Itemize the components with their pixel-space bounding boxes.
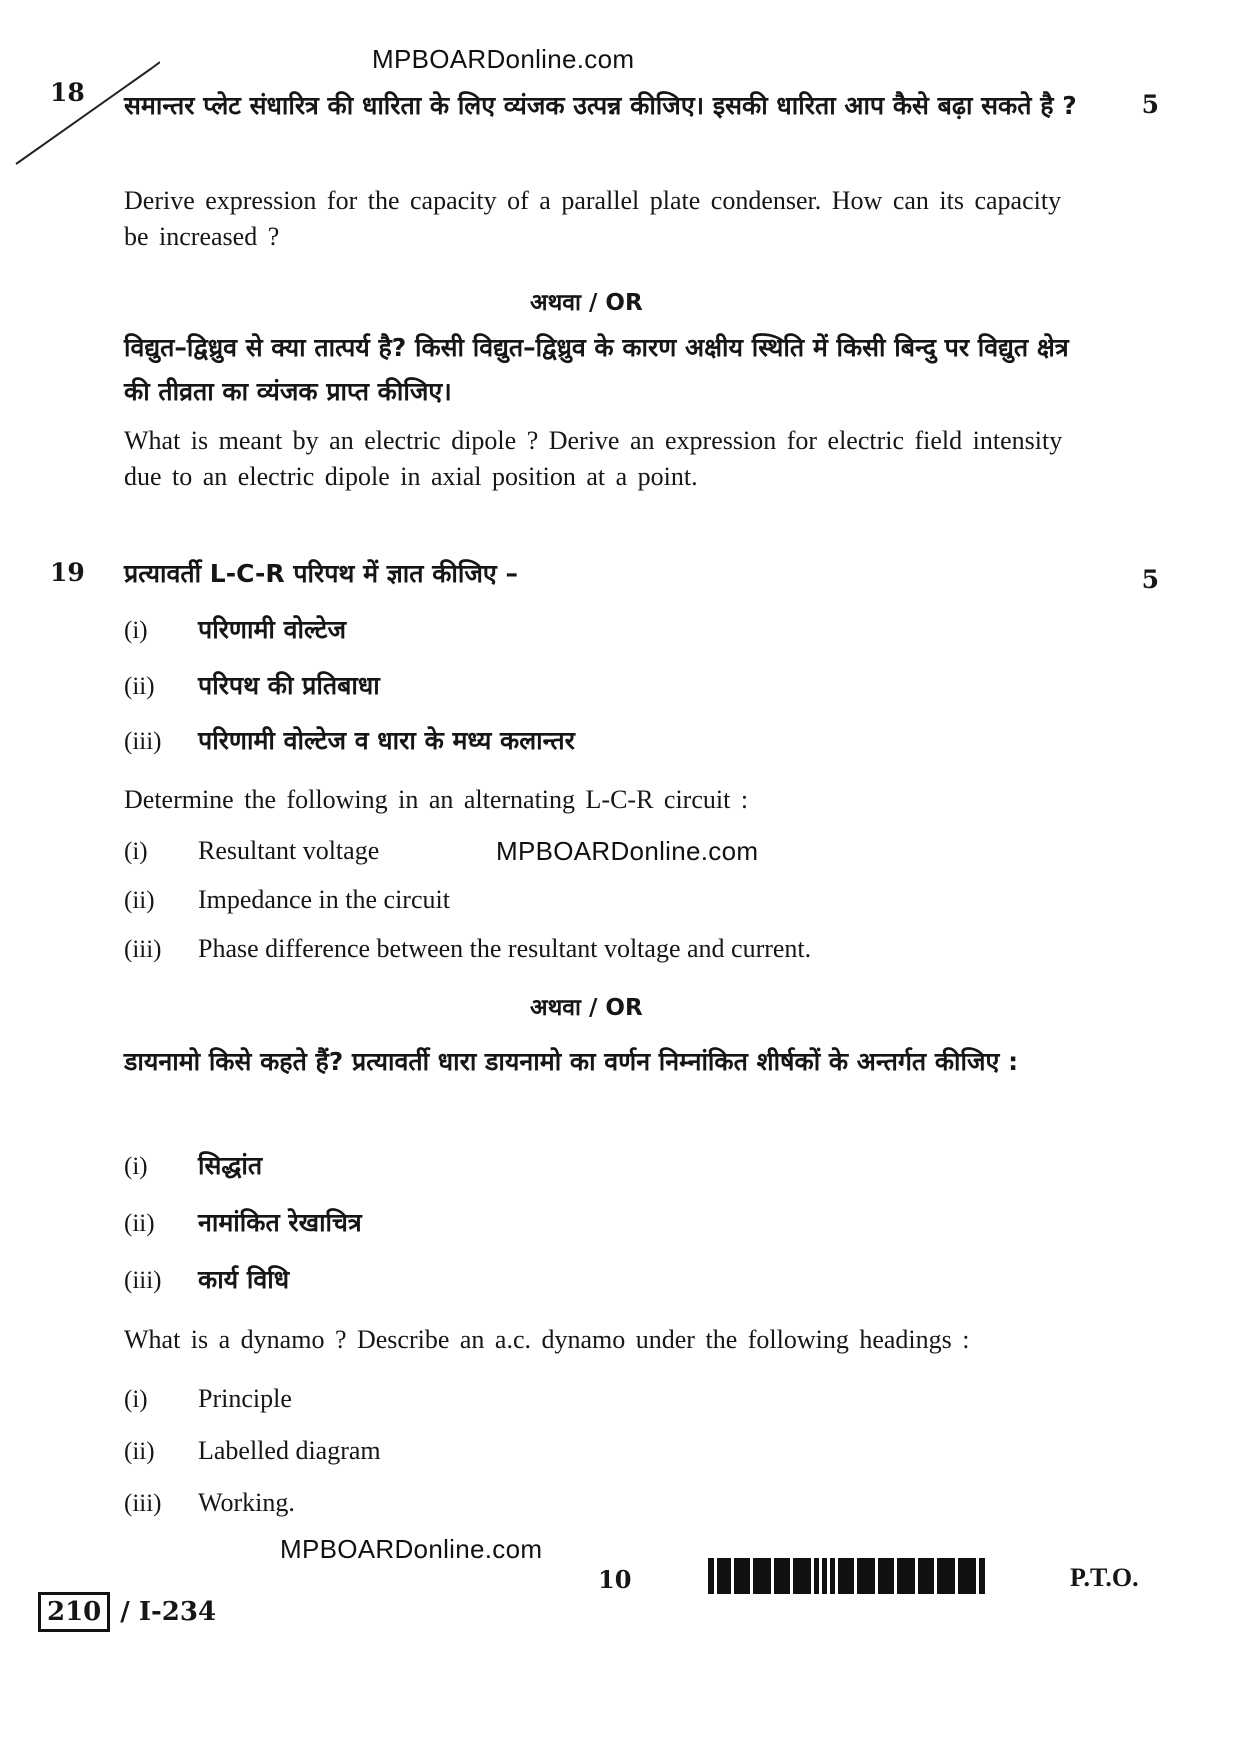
question-18-alt-hindi: विद्युत–द्विध्रुव से क्या तात्पर्य है? किसी विद्युत–द्विध्रुव के कारण अक्षीय स्थिति में किसी बिन्दु पर विद्युत क्षेत्र की तीव्रता का व्यंजक प्राप्त कीजिए।: [124, 333, 1069, 406]
pto-label: P.T.O.: [1070, 1563, 1139, 1592]
item-number: (iii): [124, 1267, 162, 1294]
question-19-hindi-item: [124, 612, 346, 646]
item-text: Resultant voltage: [198, 836, 380, 865]
question-19-alt-english-item: [124, 1488, 295, 1518]
item-number: (i): [124, 1386, 148, 1413]
question-19-hindi-item: [124, 723, 575, 757]
item-number: (iii): [124, 936, 162, 963]
paper-code-suffix: / I-234: [120, 1597, 217, 1627]
item-number: (i): [124, 1153, 148, 1180]
item-text: Impedance in the circuit: [198, 885, 450, 914]
question-19-english-item: [124, 934, 811, 964]
watermark-bottom: MPBOARDonline.com: [280, 1534, 543, 1564]
watermark-middle: MPBOARDonline.com: [496, 836, 759, 866]
question-18-alt-english: What is meant by an electric dipole ? Derive an expression for electric field intensity due to an electric dipole in axial position at a point.: [124, 426, 1063, 491]
paper-code: [38, 1592, 216, 1632]
question-18-marks: 5: [1141, 90, 1159, 119]
item-number: (ii): [124, 887, 155, 914]
item-text: नामांकित रेखाचित्र: [198, 1208, 362, 1237]
question-19-alt-hindi-item: [124, 1262, 289, 1296]
question-19-alt-hindi-item: [124, 1205, 362, 1239]
item-text: कार्य विधि: [198, 1265, 290, 1294]
question-18-english: Derive expression for the capacity of a parallel plate condenser. How can its capacity be increased ?: [124, 186, 1062, 251]
item-number: (ii): [124, 673, 155, 700]
item-number: (iii): [124, 728, 162, 755]
question-19-number: 19: [50, 558, 85, 587]
or-divider-19: अथवा / OR: [530, 995, 643, 1021]
question-19-alt-english-item: [124, 1384, 292, 1414]
item-number: (iii): [124, 1490, 162, 1517]
question-18-hindi: समान्तर प्लेट संधारित्र की धारिता के लिए व्यंजक उत्पन्न कीजिए। इसकी धारिता आप कैसे बढ़ा सकते है ?: [124, 91, 1077, 120]
question-19-hindi-item: [124, 668, 380, 702]
question-19-alt-english-item: [124, 1436, 381, 1466]
question-19-alt-hindi: डायनामो किसे कहते हैं? प्रत्यावर्ती धारा डायनामो का वर्णन निम्नांकित शीर्षकों के अन्तर्गत कीजिए :: [124, 1047, 1019, 1076]
watermark-top: MPBOARDonline.com: [372, 44, 635, 74]
question-19-english: Determine the following in an alternating L-C-R circuit :: [124, 785, 749, 814]
item-text: परिपथ की प्रतिबाधा: [198, 671, 380, 700]
item-text: Working.: [198, 1488, 295, 1517]
item-text: Labelled diagram: [198, 1436, 381, 1465]
item-number: (i): [124, 617, 148, 644]
item-number: (ii): [124, 1210, 155, 1237]
question-19-english-item: [124, 836, 379, 866]
page-number: 10: [598, 1565, 632, 1594]
question-18-number: 18: [50, 78, 85, 107]
item-text: Principle: [198, 1384, 292, 1413]
barcode: [708, 1558, 1058, 1594]
question-19-alt-english: What is a dynamo ? Describe an a.c. dynamo under the following headings :: [124, 1325, 970, 1354]
item-number: (ii): [124, 1438, 155, 1465]
item-text: Phase difference between the resultant voltage and current.: [198, 934, 812, 963]
question-19-marks: 5: [1141, 565, 1159, 594]
paper-code-box: 210: [38, 1592, 110, 1632]
item-number: (i): [124, 838, 148, 865]
question-19-english-item: [124, 885, 450, 915]
question-19-hindi: प्रत्यावर्ती L-C-R परिपथ में ज्ञात कीजिए –: [124, 559, 518, 588]
item-text: परिणामी वोल्टेज व धारा के मध्य कलान्तर: [198, 726, 575, 755]
item-text: सिद्धांत: [198, 1151, 263, 1180]
or-divider-18: अथवा / OR: [530, 290, 643, 316]
question-19-alt-hindi-item: [124, 1148, 262, 1182]
item-text: परिणामी वोल्टेज: [198, 615, 347, 644]
